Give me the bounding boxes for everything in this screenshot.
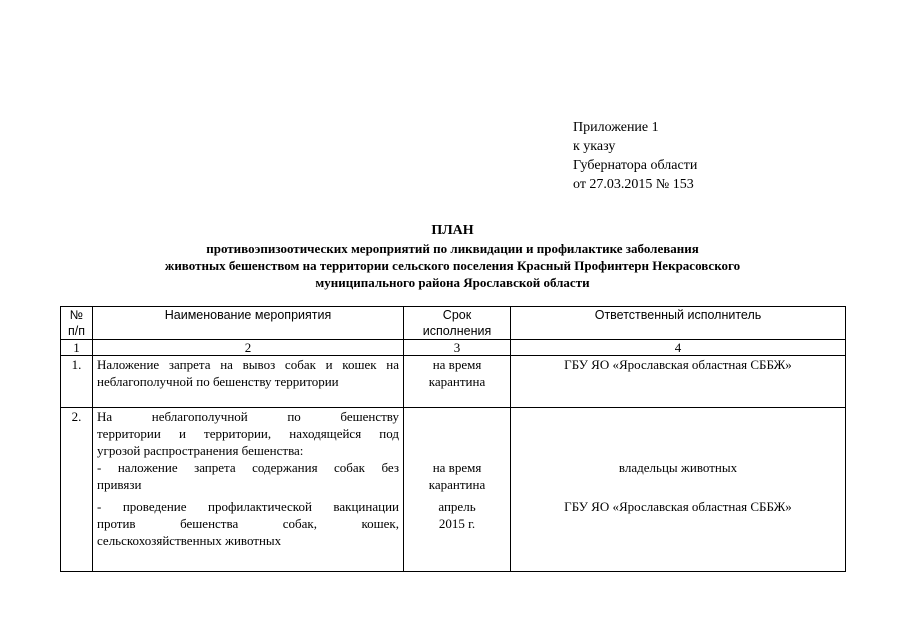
column-number-row [61, 340, 846, 356]
appendix-line: от 27.03.2015 № 153 [573, 177, 694, 192]
row-term: на время карантина [404, 356, 511, 408]
appendix-line: Губернатора области [573, 158, 698, 173]
plan-heading: ПЛАН [431, 223, 474, 238]
column-number: 2 [93, 340, 404, 356]
column-number: 3 [404, 340, 511, 356]
header-name: Наименование мероприятия [93, 307, 404, 340]
row-number: 2. [61, 408, 93, 572]
title-line: муниципального района Ярославской области [315, 275, 590, 290]
header-row [61, 307, 846, 340]
row-term: на время карантина апрель 2015 г. [404, 408, 511, 572]
table-row [61, 356, 846, 408]
row-activity: На неблагополучной по бешенству территории и территории, находящейся под угрозой распространения бешенства: - наложение запрета содержания собак без привязи - проведение профилактической вакцинации против бешенства собак, кошек, сельскохозяйственных животных [93, 408, 404, 572]
row-activity: Наложение запрета на вывоз собак и кошек на неблагополучной по бешенству территории [93, 356, 404, 408]
appendix-block [573, 118, 697, 194]
row-responsible: ГБУ ЯО «Ярославская областная СББЖ» [511, 356, 846, 408]
title-line: противоэпизоотических мероприятий по ликвидации и профилактике заболевания [206, 241, 699, 256]
appendix-line: к указу [573, 139, 616, 154]
column-number: 4 [511, 340, 846, 356]
plan-table [60, 306, 846, 572]
appendix-line: Приложение 1 [573, 120, 659, 135]
title-line: животных бешенством на территории сельского поселения Красный Профинтерн Некрасовского [164, 258, 741, 273]
header-number: № п/п [61, 307, 93, 340]
header-term: Срок исполнения [404, 307, 511, 340]
row-number: 1. [61, 356, 93, 408]
header-responsible: Ответственный исполнитель [511, 307, 846, 340]
row-responsible: владельцы животных ГБУ ЯО «Ярославская областная СББЖ» [511, 408, 846, 572]
column-number: 1 [61, 340, 93, 356]
document-title [60, 222, 845, 291]
table-row [61, 408, 846, 572]
